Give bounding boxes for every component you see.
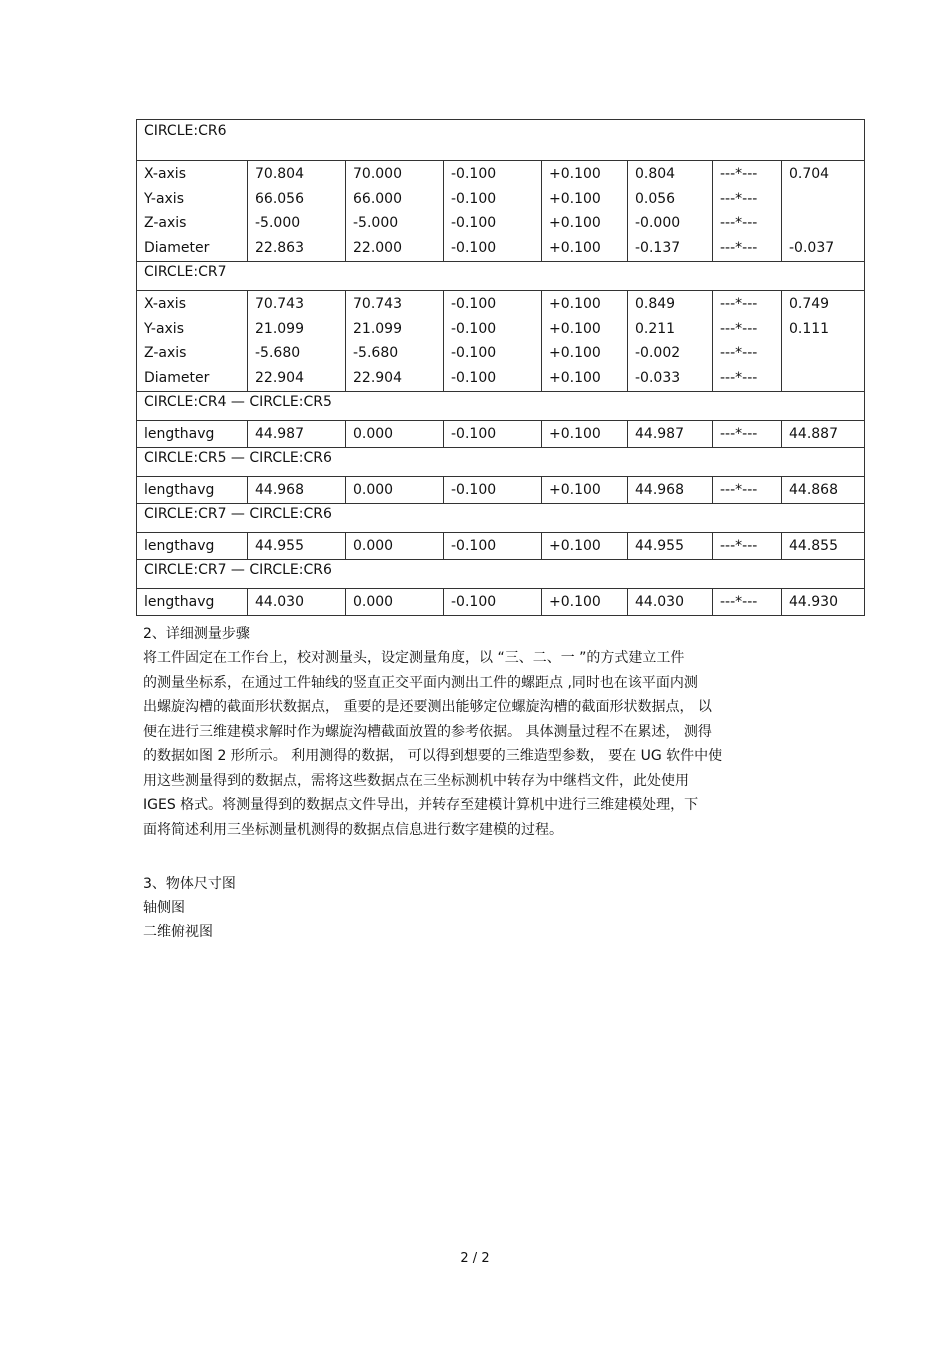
cell-value: X-axis <box>144 296 186 312</box>
paragraph-line: 的数据如图 2 形所示。 利用测得的数据， 可以得到想要的三维造型参数， 要在 UG 软件中使 <box>143 748 723 764</box>
cell-value: -0.100 <box>451 369 497 386</box>
group-title: CIRCLE:CR6 <box>137 120 865 161</box>
group-title: CIRCLE:CR5 — CIRCLE:CR6 <box>137 448 865 477</box>
cell-value: 0.211 <box>635 320 676 337</box>
cell-value <box>789 211 857 236</box>
cell-value: Z-axis <box>144 215 187 231</box>
table-cell: ---*--- <box>713 421 782 448</box>
table-cell <box>346 161 444 262</box>
table-cell <box>713 161 782 262</box>
cell-value <box>789 187 857 212</box>
cell-value: ---*--- <box>720 320 758 337</box>
cell-value: 0.804 <box>635 166 676 182</box>
table-group-header <box>137 262 865 291</box>
cell-value: ---*--- <box>720 166 758 182</box>
table-row <box>137 589 865 616</box>
table-cell: 44.030 <box>628 589 713 616</box>
cell-value: 22.863 <box>255 239 304 256</box>
group-title: CIRCLE:CR7 <box>137 262 865 291</box>
table-cell: 44.030 <box>248 589 346 616</box>
cell-value: 66.000 <box>353 190 402 207</box>
measurement-table-body <box>137 120 865 616</box>
section3-heading: 3、物体尺寸图 <box>143 876 236 892</box>
table-cell: 44.955 <box>628 533 713 560</box>
cell-value: +0.100 <box>549 296 601 312</box>
cell-value: -5.000 <box>353 215 399 231</box>
cell-value: 21.099 <box>255 320 304 337</box>
cell-value: 22.904 <box>353 369 402 386</box>
group-title: CIRCLE:CR4 — CIRCLE:CR5 <box>137 392 865 421</box>
table-group-header <box>137 504 865 533</box>
table-group-header <box>137 560 865 589</box>
cell-value: +0.100 <box>549 345 601 361</box>
table-row <box>137 291 865 392</box>
table-cell: ---*--- <box>713 589 782 616</box>
cell-value: ---*--- <box>720 345 758 361</box>
table-cell: -0.100 <box>444 533 542 560</box>
cell-value: 0.111 <box>789 320 830 337</box>
table-group-header <box>137 448 865 477</box>
table-cell <box>346 291 444 392</box>
table-cell <box>444 291 542 392</box>
table-cell <box>713 291 782 392</box>
paragraph-line: 便在进行三维建模求解时作为螺旋沟槽截面放置的参考依据。 具体测量过程不在累述， 测得 <box>143 723 712 740</box>
cell-value: +0.100 <box>549 190 601 207</box>
cell-value: ---*--- <box>720 369 758 386</box>
table-cell <box>628 161 713 262</box>
table-cell: 44.955 <box>248 533 346 560</box>
table-group-header <box>137 120 865 161</box>
cell-value: ---*--- <box>720 215 758 231</box>
cell-value: 70.743 <box>255 296 304 312</box>
cell-value: +0.100 <box>549 369 601 386</box>
cell-value: -0.100 <box>451 239 497 256</box>
table-cell: lengthavg <box>137 477 248 504</box>
cell-value: 22.904 <box>255 369 304 386</box>
cell-value: 21.099 <box>353 320 402 337</box>
table-cell <box>542 161 628 262</box>
table-cell: 44.968 <box>248 477 346 504</box>
cell-value: 22.000 <box>353 239 402 256</box>
cell-value <box>789 341 857 366</box>
paragraph-line: 出螺旋沟槽的截面形状数据点， 重要的是还要测出能够定位螺旋沟槽的截面形状数据点， 以 <box>143 699 712 715</box>
cell-value: 0.849 <box>635 296 676 312</box>
cell-value: -0.100 <box>451 190 497 207</box>
table-cell: +0.100 <box>542 477 628 504</box>
table-cell <box>628 291 713 392</box>
cell-value: 66.056 <box>255 190 304 207</box>
paragraph-line: 面将简述利用三坐标测量机测得的数据点信息进行数字建模的过程。 <box>143 821 563 838</box>
table-cell: 0.000 <box>346 421 444 448</box>
table-row <box>137 533 865 560</box>
table-cell: lengthavg <box>137 589 248 616</box>
paragraph-line: 的测量坐标系，在通过工件轴线的竖直正交平面内测出工件的螺距点 ,同时也在该平面内测 <box>143 674 698 691</box>
paragraph-line: 将工件固定在工作台上，校对测量头，设定测量角度，以 “三、二、一 ”的方式建立工件 <box>143 650 685 666</box>
cell-value: -0.002 <box>635 345 681 361</box>
cell-value <box>789 366 857 391</box>
cell-value: +0.100 <box>549 320 601 337</box>
table-cell: 44.930 <box>782 589 865 616</box>
cell-value: +0.100 <box>549 239 601 256</box>
table-cell <box>137 161 248 262</box>
table-cell: 44.987 <box>248 421 346 448</box>
cell-value: ---*--- <box>720 239 758 256</box>
paragraph-line: IGES 格式。将测量得到的数据点文件导出，并转存至建模计算机中进行三维建模处理，下 <box>143 797 699 813</box>
measurement-table-wrapper <box>136 119 864 616</box>
cell-value: -0.100 <box>451 215 497 231</box>
cell-value: -5.000 <box>255 215 301 231</box>
page-number: 2 / 2 <box>460 1251 490 1266</box>
table-cell <box>248 161 346 262</box>
cell-value: -0.137 <box>635 239 681 256</box>
cell-value: -0.000 <box>635 215 681 231</box>
cell-value: 0.749 <box>789 296 830 312</box>
table-cell: 44.887 <box>782 421 865 448</box>
cell-value: -0.037 <box>789 239 835 256</box>
table-cell: 0.000 <box>346 477 444 504</box>
table-cell <box>542 291 628 392</box>
table-cell <box>137 291 248 392</box>
table-cell <box>782 161 865 262</box>
table-cell: 44.855 <box>782 533 865 560</box>
cell-value: +0.100 <box>549 166 601 182</box>
table-cell: -0.100 <box>444 589 542 616</box>
table-cell: lengthavg <box>137 421 248 448</box>
cell-value: 70.743 <box>353 296 402 312</box>
table-cell: -0.100 <box>444 477 542 504</box>
cell-value: 0.056 <box>635 190 676 207</box>
cell-value: Y-axis <box>144 190 184 207</box>
cell-value: -5.680 <box>255 345 301 361</box>
table-cell: 44.987 <box>628 421 713 448</box>
table-row <box>137 477 865 504</box>
cell-value: 0.704 <box>789 166 830 182</box>
table-group-header <box>137 392 865 421</box>
cell-value: Diameter <box>144 369 210 386</box>
table-cell: -0.100 <box>444 421 542 448</box>
group-title: CIRCLE:CR7 — CIRCLE:CR6 <box>137 560 865 589</box>
table-cell: +0.100 <box>542 421 628 448</box>
table-cell: ---*--- <box>713 477 782 504</box>
table-cell: 44.868 <box>782 477 865 504</box>
cell-value: -0.033 <box>635 369 681 386</box>
section2-heading: 2、详细测量步骤 <box>143 626 250 642</box>
cell-value: X-axis <box>144 166 186 182</box>
cell-value: -0.100 <box>451 345 497 361</box>
cell-value: -5.680 <box>353 345 399 361</box>
cell-value: Diameter <box>144 239 210 256</box>
cell-value: -0.100 <box>451 166 497 182</box>
cell-value: ---*--- <box>720 296 758 312</box>
table-cell: 0.000 <box>346 589 444 616</box>
table-row <box>137 161 865 262</box>
cell-value: 70.000 <box>353 166 402 182</box>
axonometric-view-label: 轴侧图 <box>143 900 185 916</box>
table-row <box>137 421 865 448</box>
table-cell: lengthavg <box>137 533 248 560</box>
table-cell: +0.100 <box>542 533 628 560</box>
table-cell <box>444 161 542 262</box>
table-cell <box>782 291 865 392</box>
cell-value: -0.100 <box>451 296 497 312</box>
table-cell: 0.000 <box>346 533 444 560</box>
section2-paragraph <box>143 646 808 842</box>
cell-value: 70.804 <box>255 166 304 182</box>
cell-value: Z-axis <box>144 345 187 361</box>
measurement-table <box>136 119 865 616</box>
cell-value: Y-axis <box>144 320 184 337</box>
top-view-label: 二维俯视图 <box>143 924 213 940</box>
paragraph-line: 用这些测量得到的数据点，需将这些数据点在三坐标测机中转存为中继档文件，此处使用 <box>143 772 689 789</box>
group-title: CIRCLE:CR7 — CIRCLE:CR6 <box>137 504 865 533</box>
table-cell: 44.968 <box>628 477 713 504</box>
cell-value: +0.100 <box>549 215 601 231</box>
table-cell: ---*--- <box>713 533 782 560</box>
cell-value: ---*--- <box>720 190 758 207</box>
cell-value: -0.100 <box>451 320 497 337</box>
table-cell: +0.100 <box>542 589 628 616</box>
table-cell <box>248 291 346 392</box>
